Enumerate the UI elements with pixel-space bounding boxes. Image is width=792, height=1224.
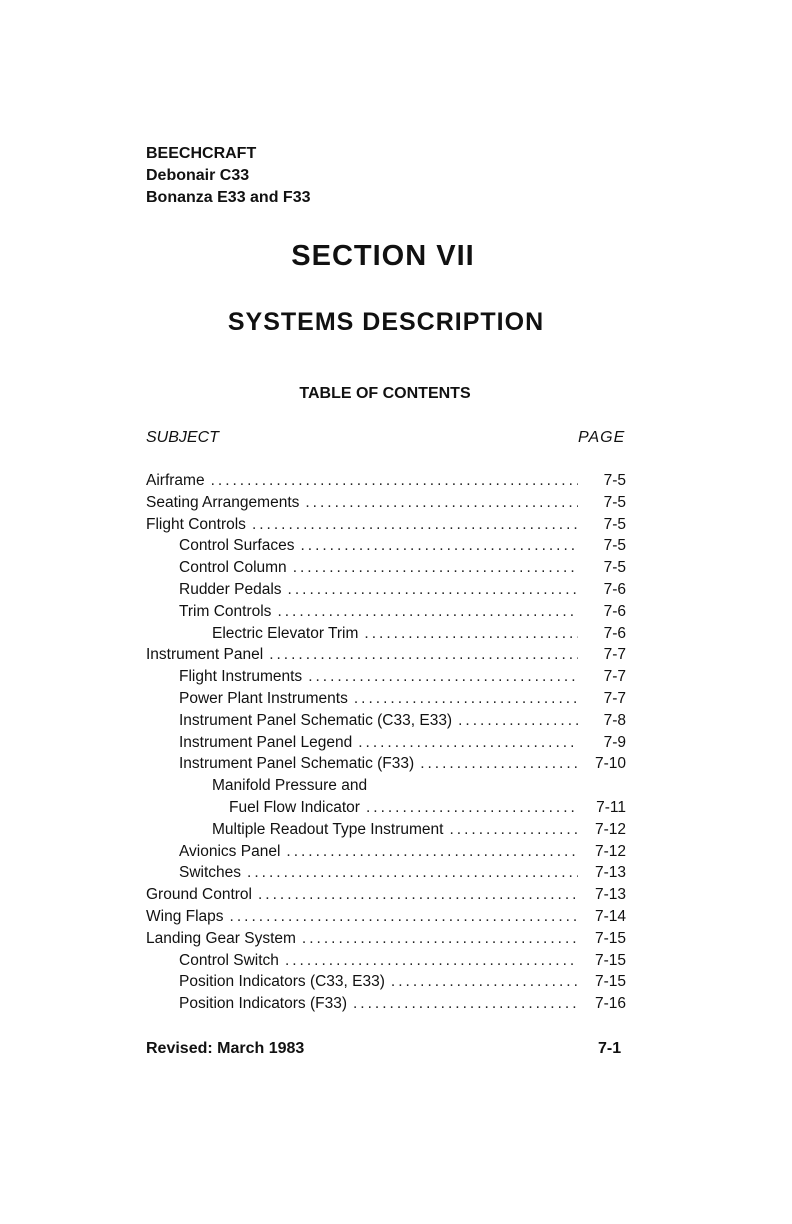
toc-entry-page: 7-5	[603, 493, 626, 511]
toc-entry-label: Position Indicators (C33, E33)	[179, 973, 385, 991]
toc-entry-label: Flight Controls	[146, 515, 246, 533]
toc-entry	[146, 668, 626, 690]
toc-entry-label: Flight Instruments	[179, 668, 303, 686]
toc-entry	[146, 930, 626, 952]
toc-entry	[146, 995, 626, 1017]
toc-dot-leader	[285, 952, 578, 970]
toc-entry-label: Airframe	[146, 472, 205, 489]
toc-dot-leader	[305, 494, 578, 512]
toc-heading: TABLE OF CONTENTS	[299, 385, 471, 402]
toc-entry-page: 7-5	[603, 559, 626, 577]
manufacturer-name: BEECHCRAFT	[146, 145, 257, 162]
toc-entry-label: Electric Elevator Trim	[212, 624, 359, 642]
subject-column-header: SUBJECT	[146, 429, 219, 446]
toc-entry-label: Landing Gear System	[146, 929, 296, 947]
toc-entry-page: 7-6	[603, 602, 626, 620]
toc-entry	[146, 755, 626, 777]
toc-entry-page: 7-5	[603, 537, 626, 555]
page-column-header: PAGE	[578, 429, 626, 446]
toc-entry-page: 7-10	[594, 755, 626, 773]
toc-entry-page: 7-15	[594, 951, 626, 969]
toc-entry-label: Control Switch	[179, 951, 279, 969]
toc-dot-leader	[211, 472, 578, 490]
toc-entry-label: Instrument Panel Schematic (C33, E33)	[179, 711, 453, 729]
toc-entry-page: 7-9	[603, 733, 626, 751]
page-number: 7-1	[598, 1040, 622, 1057]
toc-entry-page: 7-15	[594, 929, 626, 947]
toc-dot-leader	[449, 821, 578, 839]
toc-dot-leader	[364, 625, 578, 643]
toc-entry-page: 7-8	[603, 711, 626, 729]
toc-entry-label: Seating Arrangements	[146, 493, 300, 511]
toc-dot-leader	[293, 559, 578, 577]
toc-entry-label: Control Column	[179, 559, 287, 577]
toc-entry	[146, 494, 626, 516]
toc-entry-page: 7-5	[603, 472, 626, 489]
table-of-contents	[146, 472, 626, 1017]
toc-dot-leader	[288, 581, 578, 599]
toc-entry-page: 7-12	[594, 842, 626, 860]
toc-entry-page: 7-7	[603, 646, 626, 664]
toc-dot-leader	[247, 864, 578, 882]
toc-entry-label: Wing Flaps	[146, 907, 224, 925]
toc-entry-label: Control Surfaces	[179, 537, 295, 555]
toc-entry	[146, 908, 626, 930]
toc-dot-leader	[391, 973, 578, 991]
toc-entry-label: Position Indicators (F33)	[179, 995, 347, 1013]
toc-entry-page: 7-7	[603, 689, 626, 707]
toc-entry	[146, 952, 626, 974]
toc-entry	[146, 864, 626, 886]
toc-dot-leader	[300, 537, 578, 555]
toc-dot-leader	[258, 886, 578, 904]
toc-dot-leader	[308, 668, 578, 686]
toc-dot-leader	[252, 516, 578, 534]
model-line-1: Debonair C33	[146, 167, 250, 184]
toc-entry	[146, 886, 626, 908]
toc-entry	[146, 625, 626, 647]
toc-entry-page: 7-6	[603, 624, 626, 642]
toc-dot-leader	[353, 995, 578, 1013]
toc-dot-leader	[269, 646, 578, 664]
toc-dot-leader	[286, 843, 578, 861]
toc-entry	[146, 799, 626, 821]
document-header	[146, 143, 311, 209]
toc-entry-label: Manifold Pressure and	[212, 777, 368, 795]
toc-entry-page: 7-12	[594, 820, 626, 838]
toc-entry-page: 7-7	[603, 668, 626, 686]
toc-entry	[146, 777, 626, 799]
toc-entry	[146, 734, 626, 756]
toc-entry-page: 7-14	[594, 907, 626, 925]
toc-entry	[146, 821, 626, 843]
toc-dot-leader	[366, 799, 578, 817]
toc-entry-page: 7-15	[594, 973, 626, 991]
toc-entry-page: 7-5	[603, 515, 626, 533]
toc-entry-label: Instrument Panel Schematic (F33)	[179, 755, 415, 773]
section-title: SECTION VII	[291, 240, 475, 272]
toc-entry	[146, 646, 626, 668]
toc-entry-label: Multiple Readout Type Instrument	[212, 820, 444, 838]
page-title: SYSTEMS DESCRIPTION	[227, 308, 545, 336]
toc-entry	[146, 516, 626, 538]
model-line-2: Bonanza E33 and F33	[146, 189, 311, 206]
toc-entry	[146, 581, 626, 603]
toc-dot-leader	[420, 755, 578, 773]
revision-date: Revised: March 1983	[146, 1040, 305, 1057]
toc-entry	[146, 603, 626, 625]
toc-entry	[146, 712, 626, 734]
toc-entry-label: Fuel Flow Indicator	[229, 798, 360, 816]
toc-dot-leader	[277, 603, 578, 621]
toc-entry-label: Avionics Panel	[179, 842, 281, 860]
toc-entry-label: Instrument Panel Legend	[179, 733, 353, 751]
toc-entry-label: Trim Controls	[179, 602, 272, 620]
toc-entry-page: 7-13	[594, 864, 626, 882]
toc-entry-page: 7-16	[594, 995, 626, 1013]
toc-entry	[146, 559, 626, 581]
toc-dot-leader	[230, 908, 578, 926]
toc-entry-page: 7-6	[603, 580, 626, 598]
toc-dot-leader	[458, 712, 578, 730]
toc-dot-leader	[354, 690, 578, 708]
toc-entry-page: 7-13	[594, 886, 626, 904]
toc-dot-leader	[358, 734, 578, 752]
toc-entry	[146, 973, 626, 995]
toc-entry-page: 7-11	[596, 798, 626, 816]
toc-entry	[146, 537, 626, 559]
toc-entry	[146, 472, 626, 494]
toc-entry-label: Switches	[179, 864, 242, 882]
toc-entry-label: Ground Control	[146, 886, 252, 904]
toc-entry-label: Rudder Pedals	[179, 580, 282, 598]
toc-entry	[146, 843, 626, 865]
toc-entry-label: Instrument Panel	[146, 646, 264, 664]
toc-dot-leader	[302, 930, 578, 948]
toc-entry-label: Power Plant Instruments	[179, 689, 348, 707]
toc-entry	[146, 690, 626, 712]
